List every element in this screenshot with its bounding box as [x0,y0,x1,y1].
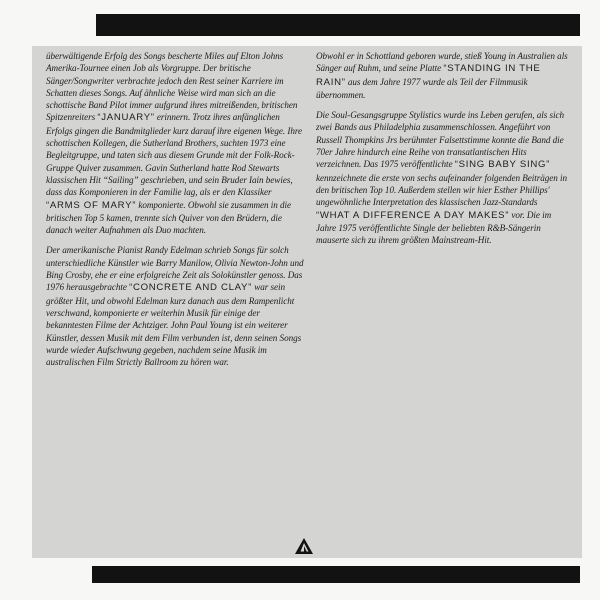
right-paragraph-1: Obwohl er in Schottland geboren wurde, stieß Young in Australien als Sänger auf Ruhm, und seine Platte “STANDING IN THE RAIN” aus dem Jahre 1977 wurde als Teil der Filmmusik übernommen. [316,51,568,100]
song-title-sing-baby-sing: “SING BABY SING” [454,159,551,171]
song-title-arms-of-mary: “ARMS OF MARY” [46,199,137,211]
right-column [316,50,572,254]
left-paragraph-2: Der amerikanische Pianist Randy Edelman schrieb Songs für solch unterschiedliche Künstler wie Barry Manilow, Olivia Newton-John und Bing Crosby, ehe er eine erfolgreiche Zeit als Solokünstler genoss. Das 1976 herausgebrachte “CONCRETE AND CLAY” war sein größter Hit, und obwohl Edelman kurz danach aus dem Rampenlicht verschwand, komponierte er weiterhin Musik für einige der bekanntesten Filme der Achtziger. John Paul Young ist ein weiterer Künstler, dessen Musik mit dem Film verbunden ist, denn seinen Songs wurde wieder Aufschwung gegeben, nachdem seine Musik im australischen Film Strictly Ballroom zu hören war. [46,245,304,368]
song-title-concrete-and-clay: “CONCRETE AND CLAY” [129,282,253,294]
left-column [46,50,306,376]
right-paragraph-2: Die Soul-Gesangsgruppe Stylistics wurde ins Leben gerufen, als sich zwei Bands aus Philadelphia zusammenschlossen. Angeführt von Russell Thompkins Jrs berühmter Falsettstimme konnte die Band die 70er Jahre hindurch eine Reihe von transatlantischen Hits verzeichnen. Das 1975 veröffentlichte “SING BABY SING” kennzeichnete die erste von sechs aufeinander folgenden Beiträgen in den britischen Top 10. Außerdem stellen wir hier Esther Phillips' ungewöhnliche Interpretation des klassischen Jazz-Standards “WHAT A DIFFERENCE A DAY MAKES” vor. Die im Jahre 1975 veröffentlichte Single der beliebten R&B-Sängerin mauserte sich zu ihrem größten Mainstream-Hit. [316,110,568,246]
song-title-january: “JANUARY” [97,112,155,124]
top-decorative-bar [96,14,580,36]
song-title-standing-in-the-rain: “STANDING IN THE RAIN” [316,63,541,88]
song-title-what-a-difference: “WHAT A DIFFERENCE A DAY MAKES” [316,209,510,221]
left-paragraph-1: überwältigende Erfolg des Songs bescherte Miles auf Elton Johns Amerika-Tournee einen Job als Vorgruppe. Der britische Sänger/Songwriter verbrachte jedoch den Rest seiner Karriere im Schatten dieses Songs. Auf ähnliche Weise wird man sich an die schottische Band Pilot immer aufgrund ihres mitreißenden, britischen Spitzenreiters “JANUARY” erinnern. Trotz ihres anfänglichen Erfolgs gingen die Bandmitglieder kurz darauf ihre eigenen Wege. Ihre schottischen Kollegen, die Sutherland Brothers, suchten 1973 eine Begleitgruppe, und taten sich aus diesem Grunde mit der Folk-Rock-Gruppe Quiver zusammen. Gavin Sutherland hatte Rod Stewarts klassischen Hit “Sailing” geschrieben, und sein Bruder Iain bewies, dass das Komponieren in der Familie lag, als er den Klassiker “ARMS OF MARY” komponierte. Obwohl sie zusammen in die britischen Top 5 kamen, trennte sich Quiver von den Brüdern, die danach weiter Aufnahmen als Duo machten. [46,51,303,236]
bottom-decorative-bar [92,566,580,583]
triangle-logo-icon [294,537,314,555]
